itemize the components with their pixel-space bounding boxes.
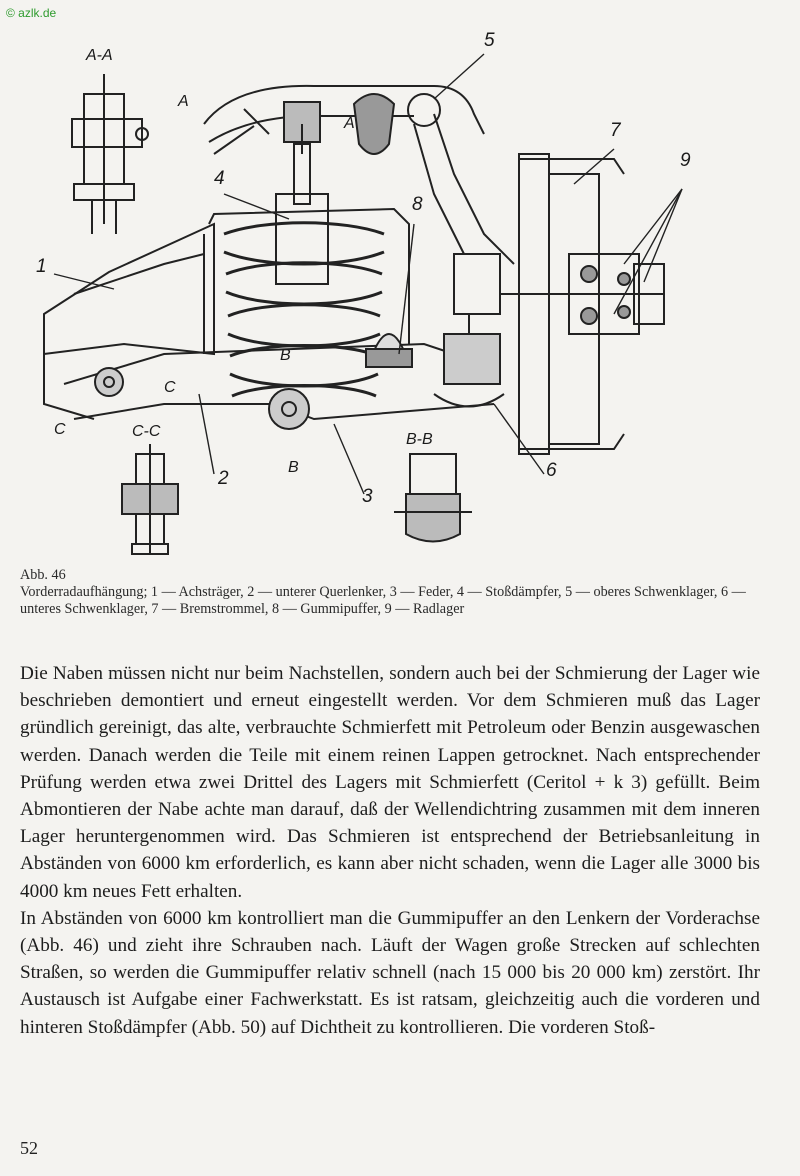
label-6: 6 — [546, 460, 557, 481]
section-c-marker-left: C — [54, 421, 66, 438]
page-number: 52 — [20, 1138, 38, 1158]
label-5: 5 — [484, 30, 495, 51]
section-a-marker-left: A — [178, 93, 189, 110]
label-3: 3 — [362, 486, 373, 507]
caption-text: Vorderradaufhängung; 1 — Achsträger, 2 — unterer Querlenker, 3 — Feder, 4 — Stoßdämpfer, 5 — oberes Schwenklager, 6 — unteres Schwenklager, 7 — Bremstrommel, 8 — Gummipuffer, 9 — Radlager — [20, 584, 746, 617]
axle-carrier-drawing — [44, 224, 214, 419]
section-a-marker-right: A — [344, 115, 355, 132]
section-a-a-label: A-A — [86, 47, 113, 64]
steering-knuckle-drawing — [414, 114, 514, 407]
label-7: 7 — [610, 120, 621, 141]
section-b-b-label: B-B — [406, 431, 433, 448]
label-2: 2 — [218, 468, 229, 489]
label-8: 8 — [412, 194, 423, 215]
inset-c-c-drawing — [122, 444, 178, 554]
figure-number: Abb. 46 — [20, 567, 66, 583]
label-9: 9 — [680, 150, 691, 171]
suspension-figure — [14, 24, 774, 564]
section-b-marker-top: B — [280, 347, 291, 364]
suspension-drawing — [14, 24, 774, 564]
brake-drum-drawing — [519, 154, 624, 454]
shock-absorber-drawing — [276, 124, 328, 284]
paragraph-2: In Abständen von 6000 km kontrolliert man die Gummipuffer an den Lenkern der Vorderachse (Abb. 46) und zieht ihre Schrauben nach. Läuft der Wagen große Strecken auf schlechten Straßen, so werden die Gummipuffer relativ schnell (nach 15 000 bis 20 000 km) zerstört. Ihr Austausch ist Aufgabe einer Fachwerkstatt. Es ist ratsam, gleichzeitig auch die vorderen und hinteren Stoßdämpfer (Abb. 50) auf Dichtheit zu kontrollieren. Die vorderen Stoß- — [20, 907, 760, 1038]
section-b-marker-bottom: B — [288, 459, 299, 476]
rubber-buffer-drawing — [366, 334, 412, 367]
watermark: © azlk.de — [6, 6, 57, 20]
paragraph-1: Die Naben müssen nicht nur beim Nachstellen, sondern auch bei der Schmierung der Lager wie beschrieben demontiert und erneut eingestellt werden. Vor dem Schmieren muß das Lager gründlich gereinigt, das alte, verbrauchte Schmierfett mit Petroleum oder Benzin ausgewaschen werden. Danach werden die Teile mit einem reinen Lappen getrocknet. Nach entsprechender Prüfung werden etwa zwei Drittel des Lagers mit Schmierfett (Ceritol + k 3) gefüllt. Beim Abmontieren der Nabe achte man darauf, daß der Wellendichtring zusammen mit dem inneren Lager heruntergenommen wird. Das Schmieren ist entsprechend der Betriebsanleitung in Abständen von 6000 km erforderlich, es kann aber nicht schaden, wenn die Lager alle 3000 bis 4000 km neues Fett erhalten. — [20, 663, 760, 902]
body-text — [20, 660, 760, 1041]
inset-a-a-drawing — [72, 74, 148, 234]
section-c-c-label: C-C — [132, 423, 161, 440]
hub-bearings-drawing — [499, 254, 664, 334]
inset-b-b-drawing — [394, 454, 472, 542]
coil-spring-drawing — [224, 223, 384, 396]
figure-caption — [20, 567, 770, 618]
label-4: 4 — [214, 168, 225, 189]
section-c-marker-right: C — [164, 379, 176, 396]
label-1: 1 — [36, 256, 47, 277]
